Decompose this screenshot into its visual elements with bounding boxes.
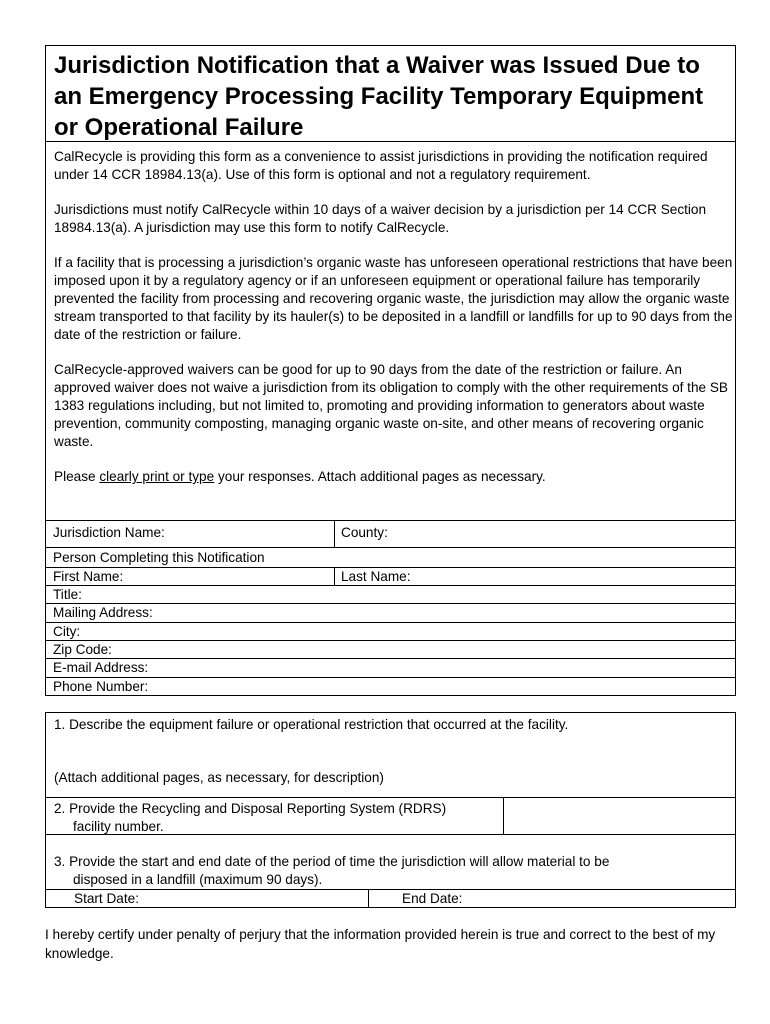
form-title: Jurisdiction Notification that a Waiver was Issued Due to an Emergency Processing Facility Temporary Equipment or Operational Failure — [54, 52, 704, 141]
title-box — [45, 45, 736, 142]
jurisdiction-name-field[interactable]: Jurisdiction Name: — [53, 525, 165, 540]
divider — [46, 567, 735, 568]
intro-paragraph-5 — [54, 468, 734, 486]
question-3: 3. Provide the start and end date of the period of time the jurisdiction will allow material to be — [54, 854, 610, 869]
divider — [46, 834, 735, 835]
divider — [46, 677, 735, 678]
phone-number-field[interactable]: Phone Number: — [53, 679, 149, 694]
column-divider — [334, 521, 335, 547]
first-name-field[interactable]: First Name: — [53, 569, 124, 584]
email-field[interactable]: E-mail Address: — [53, 660, 149, 675]
divider — [46, 640, 735, 641]
question-1-note: (Attach additional pages, as necessary, for description) — [54, 770, 384, 785]
instruction-suffix: your responses. Attach additional pages as necessary. — [214, 469, 546, 484]
column-divider — [334, 567, 335, 585]
column-divider — [368, 889, 369, 907]
intro-paragraph-4: CalRecycle-approved waivers can be good for up to 90 days from the date of the restriction or failure. An approved waiver does not waive a jurisdiction from its obligation to comply with the other requirements of the SB 1383 regulations including, but not limited to, promoting and providing information to generators about waste prevention, community composting, managing organic waste on-site, and other means of recovering organic waste. — [54, 362, 728, 449]
rdrs-number-input[interactable] — [504, 798, 735, 834]
divider — [46, 585, 735, 586]
mailing-address-field[interactable]: Mailing Address: — [53, 605, 153, 620]
contact-fields — [45, 520, 736, 696]
divider — [46, 658, 735, 659]
zip-code-field[interactable]: Zip Code: — [53, 642, 112, 657]
divider — [46, 889, 735, 890]
start-date-field[interactable]: Start Date: — [74, 891, 139, 906]
county-field[interactable]: County: — [341, 525, 388, 540]
instruction-prefix: Please — [54, 469, 100, 484]
person-heading: Person Completing this Notification — [53, 550, 265, 565]
intro-paragraph-1: CalRecycle is providing this form as a convenience to assist jurisdictions in providing the notification required under 14 CCR 18984.13(a). Use of this form is optional and not a regulatory requirement. — [54, 149, 708, 182]
city-field[interactable]: City: — [53, 624, 81, 639]
instruction-emphasis: clearly print or type — [99, 469, 215, 484]
divider — [46, 603, 735, 604]
question-2: 2. Provide the Recycling and Disposal Reporting System (RDRS) — [54, 801, 447, 816]
questions-box — [45, 712, 736, 908]
question-3-continued: disposed in a landfill (maximum 90 days). — [73, 872, 323, 887]
divider — [46, 622, 735, 623]
end-date-field[interactable]: End Date: — [402, 891, 463, 906]
question-1: 1. Describe the equipment failure or operational restriction that occurred at the facility. — [54, 717, 569, 732]
intro-paragraph-2: Jurisdictions must notify CalRecycle within 10 days of a waiver decision by a jurisdiction per 14 CCR Section 18984.13(a). A jurisdiction may use this form to notify CalRecycle. — [54, 202, 707, 235]
intro-paragraph-3: If a facility that is processing a jurisdiction’s organic waste has unforeseen operational restrictions that have been imposed upon it by a regulatory agency or if an unforeseen equipment or operational failure has temporarily prevented the facility from processing and recovering organic waste, the jurisdiction may allow the organic waste stream transported to that facility by its hauler(s) to be deposited in a landfill or landfills for up to 90 days from the date of the restriction or failure. — [54, 255, 733, 342]
intro-box — [45, 141, 736, 521]
title-field[interactable]: Title: — [53, 587, 82, 602]
last-name-field[interactable]: Last Name: — [341, 569, 411, 584]
question-2-continued: facility number. — [73, 819, 164, 834]
divider — [46, 547, 735, 548]
certification-statement: I hereby certify under penalty of perjury that the information provided herein is true and correct to the best of my knowledge. — [45, 927, 716, 961]
